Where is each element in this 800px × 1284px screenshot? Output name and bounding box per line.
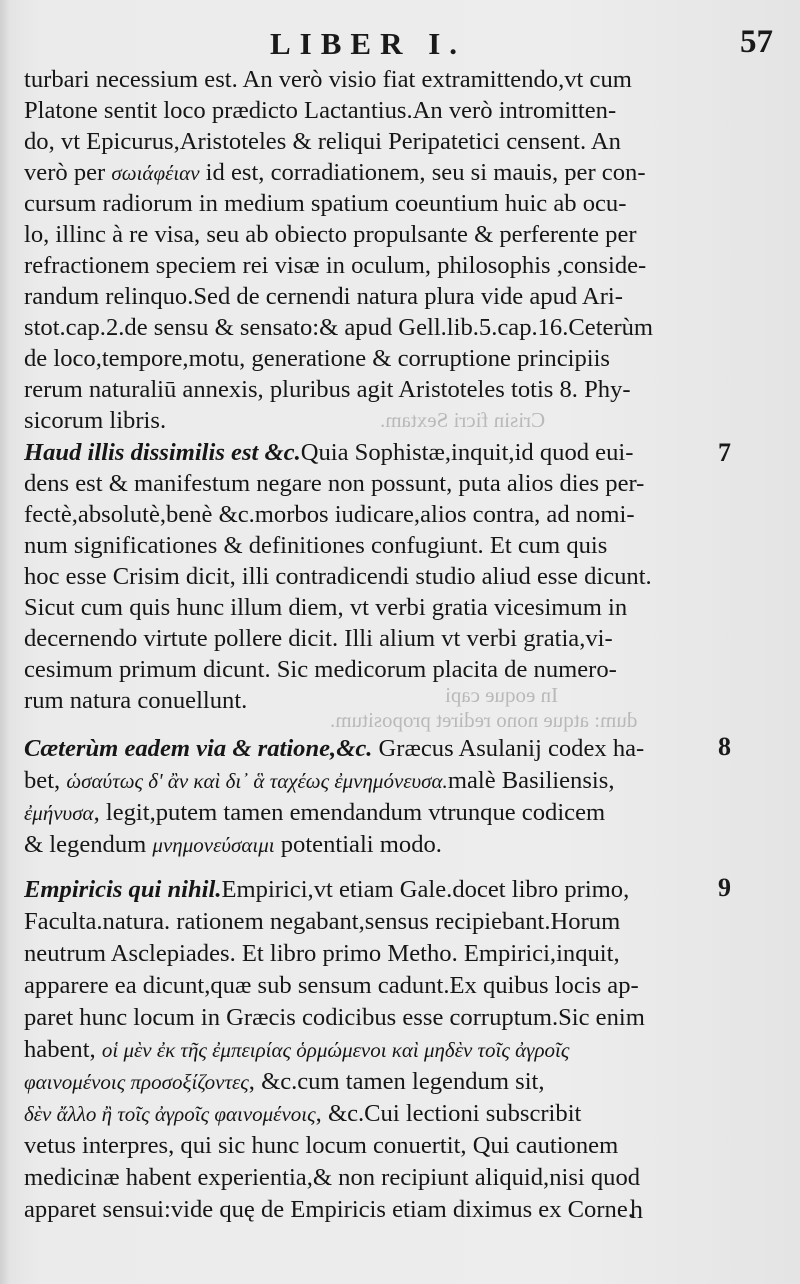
text-segment: decernendo virtute pollere dicit. Illi alium vt verbi gratia,vi- xyxy=(24,625,613,652)
text-segment: dens est & manifestum negare non possunt, puta alios dies per- xyxy=(24,470,645,497)
text-line xyxy=(24,874,724,906)
text-segment: id est, corradiationem, seu si mauis, per con- xyxy=(199,159,646,186)
text-line xyxy=(24,733,724,765)
greek-phrase: φαινομένοις προσοξίζοντες xyxy=(24,1070,249,1094)
text-segment: cesimum primum dicunt. Sic medicorum placita de numero- xyxy=(24,656,617,683)
text-segment: de loco,tempore,motu, generatione & corruptione principiis xyxy=(24,345,610,372)
text-segment: malè Basiliensis, xyxy=(447,767,615,794)
text-line xyxy=(24,1034,724,1066)
text-segment: turbari necessium est. An verò visio fiat extramittendo,vt cum xyxy=(24,66,632,93)
greek-phrase: οἱ μὲν ἐκ τῆς ἐμπειρίας ὁρμώμενοι καὶ μηδὲν τοῖς ἀγροῖς xyxy=(101,1038,570,1062)
text-line xyxy=(24,797,724,829)
text-line xyxy=(24,1194,724,1226)
text-line xyxy=(24,829,724,861)
paragraph-3 xyxy=(24,733,724,861)
text-line xyxy=(24,685,724,716)
text-segment: do, vt Epicurus,Aristoteles & reliqui Peripatetici censent. An xyxy=(24,128,621,155)
bleed-through-text: In eoque capi xyxy=(445,683,559,707)
page-header xyxy=(0,22,800,62)
text-segment: apparere ea dicunt,quæ sub sensum cadunt.Ex quibus locis ap- xyxy=(24,972,639,999)
text-segment: verò per xyxy=(24,159,112,186)
text-line xyxy=(24,95,724,126)
paragraph-2 xyxy=(24,437,724,716)
marginal-note-number: 7 xyxy=(718,438,731,467)
text-segment: medicinæ habent experientia,& non recipiunt aliquid,nisi quod xyxy=(24,1164,641,1191)
text-segment: potentiali modo. xyxy=(274,831,442,858)
bleed-through-text: dum: atque nono rediret propositum. xyxy=(330,708,638,732)
text-line xyxy=(24,374,724,405)
lead-phrase: Cæterùm eadem via & ratione,&c. xyxy=(24,735,373,762)
text-line xyxy=(24,1098,724,1130)
text-segment: bet, xyxy=(24,767,67,794)
greek-phrase: δὲν ἄλλο ἢ τοῖς ἀγροῖς φαινομένοις xyxy=(24,1102,316,1126)
text-line xyxy=(24,499,724,530)
text-segment: sicorum libris. xyxy=(24,407,167,434)
lead-phrase: Empiricis qui nihil. xyxy=(24,876,222,903)
text-segment: Quia Sophistæ,inquit,id quod eui- xyxy=(300,439,634,466)
greek-phrase: σωιάφέιαν xyxy=(111,161,200,185)
text-line xyxy=(24,592,724,623)
text-line xyxy=(24,468,724,499)
text-line xyxy=(24,530,724,561)
text-segment: Faculta.natura. rationem negabant,sensus recipiebant.Horum xyxy=(24,908,621,935)
text-segment: Platone sentit loco prædicto Lactantius.An verò intromitten- xyxy=(24,97,617,124)
text-segment: apparet sensui:vide quę de Empiricis etiam diximus ex Corne. xyxy=(24,1196,634,1223)
text-line xyxy=(24,1162,724,1194)
text-segment: Græcus Asulanij codex ha- xyxy=(372,735,645,762)
page-number: 57 xyxy=(740,24,773,60)
text-segment: rerum naturaliū annexis, pluribus agit Aristoteles totis 8. Phy- xyxy=(24,376,631,403)
text-segment: randum relinquo.Sed de cernendi natura plura vide apud Ari- xyxy=(24,283,623,310)
text-line xyxy=(24,906,724,938)
greek-phrase: ἐμήνυσα xyxy=(24,801,94,825)
text-segment: vetus interpres, qui sic hunc locum conuertit, Qui cautionem xyxy=(24,1132,619,1159)
greek-phrase: ὡσαύτως δ' ἂν καὶ δι᾽ ἃ ταχέως ἐμνημόνευσα. xyxy=(66,769,448,793)
text-segment: , legit,putem tamen emendandum vtrunque codicem xyxy=(93,799,606,826)
marginal-note-number: 9 xyxy=(718,873,731,902)
text-line xyxy=(24,623,724,654)
text-line xyxy=(24,281,724,312)
text-line xyxy=(24,157,724,188)
text-line xyxy=(24,437,724,468)
text-line xyxy=(24,970,724,1002)
text-line xyxy=(24,219,724,250)
paragraph-4 xyxy=(24,874,724,1226)
greek-phrase: μνημονεύσαιμι xyxy=(152,833,275,857)
running-title: LIBER I. xyxy=(270,26,467,61)
text-segment: rum natura conuellunt. xyxy=(24,687,248,714)
text-line xyxy=(24,1066,724,1098)
text-segment: , &c.cum tamen legendum sit, xyxy=(248,1068,545,1095)
text-line xyxy=(24,654,724,685)
text-segment: & legendum xyxy=(24,831,153,858)
text-line xyxy=(24,1002,724,1034)
text-segment: neutrum Asclepiades. Et libro primo Metho. Empirici,inquit, xyxy=(24,940,620,967)
text-line xyxy=(24,126,724,157)
text-line xyxy=(24,64,724,95)
marginal-note-number: 8 xyxy=(718,732,731,761)
text-segment: paret hunc locum in Græcis codicibus esse corruptum.Sic enim xyxy=(24,1004,645,1031)
paragraph-1 xyxy=(24,64,724,436)
signature-mark: h xyxy=(630,1195,643,1224)
text-line xyxy=(24,250,724,281)
text-segment: lo, illinc à re visa, seu ab obiecto propulsante & perferente per xyxy=(24,221,637,248)
text-line xyxy=(24,405,724,436)
text-segment: Empirici,vt etiam Gale.docet libro primo, xyxy=(221,876,630,903)
text-line xyxy=(24,561,724,592)
text-segment: num significationes & definitiones confugiunt. Et cum quis xyxy=(24,532,608,559)
lead-phrase: Haud illis dissimilis est &c. xyxy=(24,439,301,466)
text-segment: Sicut cum quis hunc illum diem, vt verbi gratia vicesimum in xyxy=(24,594,628,621)
text-line xyxy=(24,1130,724,1162)
text-segment: stot.cap.2.de sensu & sensato:& apud Gell.lib.5.cap.16.Ceterùm xyxy=(24,314,654,341)
text-segment: hoc esse Crisim dicit, illi contradicendi studio aliud esse dicunt. xyxy=(24,563,652,590)
text-line xyxy=(24,343,724,374)
text-line xyxy=(24,765,724,797)
text-line xyxy=(24,938,724,970)
text-line xyxy=(24,188,724,219)
text-segment: cursum radiorum in medium spatium coeuntium huic ab ocu- xyxy=(24,190,627,217)
text-segment: , &c.Cui lectioni subscribit xyxy=(315,1100,582,1127)
text-segment: refractionem speciem rei visæ in oculum, philosophis ,conside- xyxy=(24,252,647,279)
text-segment: fectè,absolutè,benè &c.morbos iudicare,alios contra, ad nomi- xyxy=(24,501,635,528)
bleed-through-text: Crisin ficri Sextam. xyxy=(380,408,546,432)
text-segment: habent, xyxy=(24,1036,102,1063)
text-line xyxy=(24,312,724,343)
